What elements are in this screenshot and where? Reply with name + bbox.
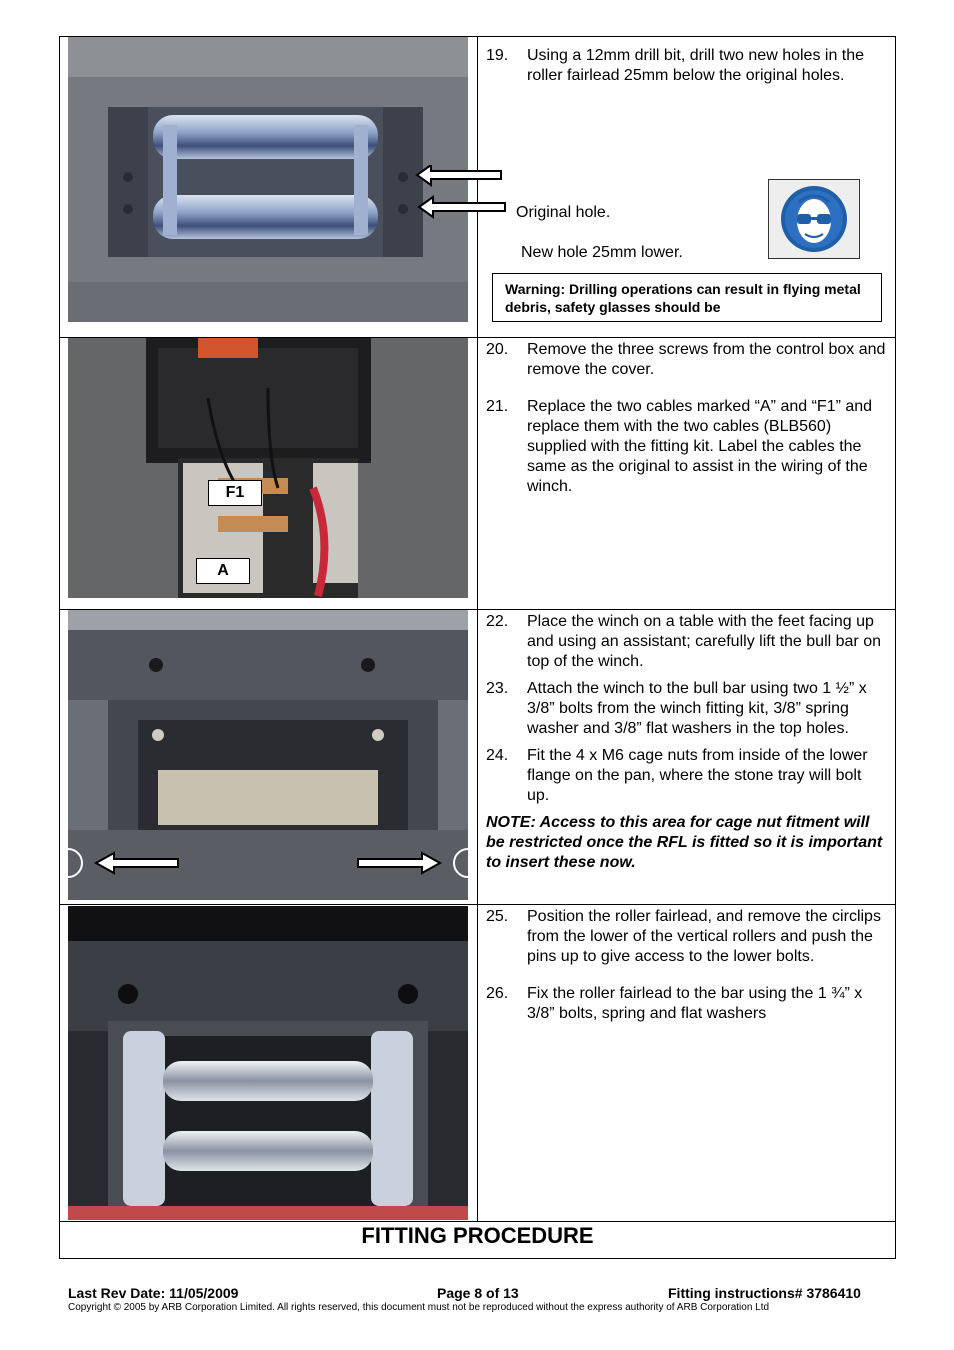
step-25 [486,907,888,967]
steps-row2 [486,340,888,497]
step-19 [486,46,888,86]
step-24 [486,746,888,806]
step-23 [486,679,888,739]
safety-glasses-icon [768,179,860,259]
step-number: 24. [486,747,509,764]
rev-date: Last Rev Date: 11/05/2009 [68,1285,239,1301]
cage-nut-arrow-icons [68,846,468,880]
document-number: Fitting instructions# 3786410 [668,1285,861,1301]
step-number: 26. [486,985,509,1002]
copyright-notice: Copyright © 2005 by ARB Corporation Limited. All rights reserved, this document must not be reproduced without the express authority of ARB Corporation Ltd [68,1302,770,1313]
step-26 [486,984,888,1024]
control-box-photo [68,338,468,598]
step-number: 22. [486,613,509,630]
roller-fairlead-photo [68,37,468,322]
steps-row1 [486,46,888,86]
cage-nut-note: NOTE: Access to this area for cage nut fitment will be restricted once the RFL is fitted so it is important to insert these now. [486,814,883,871]
new-hole-label: New hole 25mm lower. [521,244,683,261]
step-number: 21. [486,398,509,415]
original-hole-label: Original hole. [516,204,611,221]
step-text: Fit the 4 x M6 cage nuts from inside of the lower flange on the pan, where the stone tray will bolt up. [527,747,868,804]
drilling-warning: Warning: Drilling operations can result in flying metal debris, safety glasses should be [492,273,882,322]
steps-row3 [486,612,888,873]
step-22 [486,612,888,672]
arrow-icons [415,165,507,220]
page-number: Page 8 of 13 [437,1285,519,1301]
fairlead-fitted-photo [68,906,468,1220]
step-text: Remove the three screws from the control box and remove the cover. [527,341,886,378]
step-text: Place the winch on a table with the feet facing up and using an assistant; carefully lift the bull bar on top of the winch. [527,613,881,670]
step-text: Fix the roller fairlead to the bar using the 1 ¾” x 3/8” bolts, spring and flat washers [527,985,863,1022]
step-number: 25. [486,908,509,925]
label-a: A [196,558,250,584]
steps-row4 [486,907,888,1024]
step-text: Using a 12mm drill bit, drill two new holes in the roller fairlead 25mm below the original holes. [527,47,865,84]
step-text: Attach the winch to the bull bar using two 1 ½” x 3/8” bolts from the winch fitting kit, 3/8” spring washer and 3/8” flat washers in the top holes. [527,680,867,737]
step-text: Position the roller fairlead, and remove the circlips from the lower of the vertical rollers and push the pins up to give access to the lower bolts. [527,908,881,965]
step-20 [486,340,888,380]
label-f1: F1 [208,480,262,506]
step-21 [486,397,888,497]
section-title: FITTING PROCEDURE [361,1223,594,1248]
step-number: 23. [486,680,509,697]
step-text: Replace the two cables marked “A” and “F1” and replace them with the two cables (BLB560) supplied with the fitting kit. Label the cables the same as the original to assist in the wiring of the winch. [527,398,873,495]
step-number: 20. [486,341,509,358]
step-number: 19. [486,47,509,64]
